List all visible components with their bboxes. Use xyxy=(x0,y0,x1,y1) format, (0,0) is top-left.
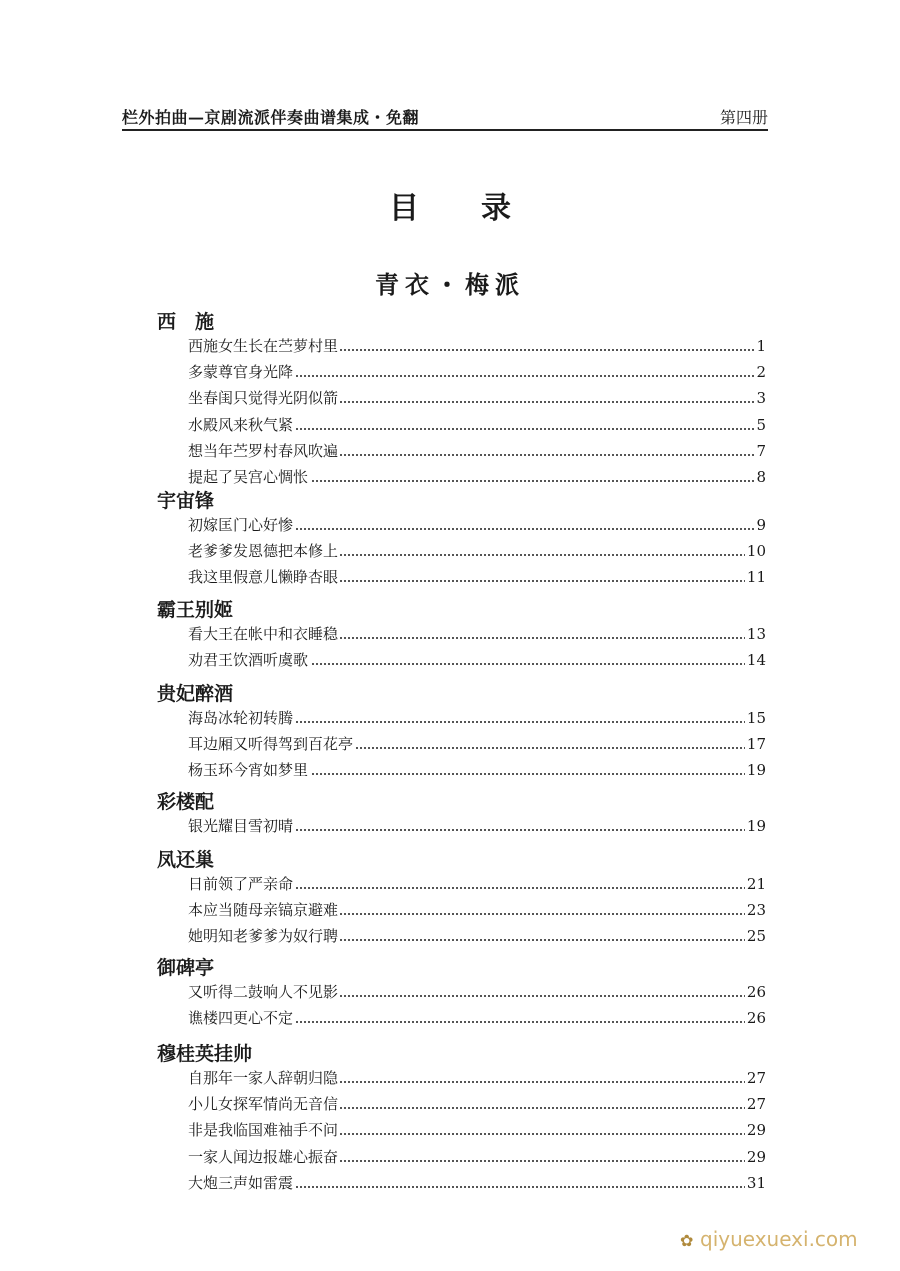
opera-title: 御碑亭 xyxy=(157,957,215,979)
toc-entry[interactable] xyxy=(188,1007,766,1029)
page-number: 29 xyxy=(746,1121,766,1140)
entry-label: 小儿女探军情尚无音信 xyxy=(188,1095,339,1114)
opera-title: 西 施 xyxy=(157,311,215,333)
page-number: 13 xyxy=(746,625,766,643)
page-number: 26 xyxy=(746,983,766,1001)
page-number: 26 xyxy=(746,1009,766,1028)
page-number: 23 xyxy=(746,901,766,920)
entry-label: 初嫁匡门心好惨 xyxy=(188,516,294,534)
page-number: 1 xyxy=(756,337,766,355)
entry-label: 我这里假意儿懒睁杏眼 xyxy=(188,568,339,587)
page-number: 31 xyxy=(746,1173,766,1192)
toc-entry[interactable] xyxy=(188,387,766,409)
opera-title: 穆桂英挂帅 xyxy=(157,1043,253,1065)
page-number: 9 xyxy=(756,516,766,534)
entry-label: 大炮三声如雷震 xyxy=(188,1173,294,1192)
header-rule xyxy=(122,129,768,131)
opera-title: 霸王别姬 xyxy=(157,599,234,621)
page-number: 17 xyxy=(746,735,766,754)
toc-entry[interactable] xyxy=(188,1146,766,1168)
toc-entry[interactable] xyxy=(188,707,766,729)
page-number: 14 xyxy=(746,651,766,670)
entry-label: 日前领了严亲命 xyxy=(188,875,294,893)
toc-entry[interactable] xyxy=(188,873,766,895)
wechat-icon: ✿ xyxy=(680,1231,694,1250)
watermark-text: qiyuexuexi.com xyxy=(700,1227,858,1251)
page-number: 5 xyxy=(756,415,766,434)
toc-entry[interactable] xyxy=(188,540,766,562)
toc-entry[interactable] xyxy=(188,981,766,1003)
toc-entry[interactable] xyxy=(188,440,766,462)
toc-entry[interactable] xyxy=(188,1093,766,1115)
opera-title: 凤还巢 xyxy=(157,849,215,871)
toc-entry[interactable] xyxy=(188,514,766,536)
section-title: 青衣・梅派 xyxy=(375,270,525,299)
page-number: 29 xyxy=(746,1147,766,1166)
volume-label: 第四册 xyxy=(719,108,768,127)
entry-label: 看大王在帐中和衣睡稳 xyxy=(188,625,339,643)
page-number: 8 xyxy=(756,468,766,486)
running-header xyxy=(122,103,768,129)
toc-entry[interactable] xyxy=(188,414,766,436)
entry-label: 劝君王饮酒听虞歌 xyxy=(188,651,309,670)
page-title: 目录 xyxy=(389,191,573,226)
toc-entry[interactable] xyxy=(188,566,766,588)
entry-label: 杨玉环今宵如梦里 xyxy=(188,761,309,780)
entry-label: 提起了吴宫心惆怅 xyxy=(188,468,309,486)
toc-entry[interactable] xyxy=(188,361,766,383)
toc-entry[interactable] xyxy=(188,1067,766,1089)
page-number: 21 xyxy=(746,875,766,893)
toc-entry[interactable] xyxy=(188,733,766,755)
entry-label: 想当年苎罗村春风吹遍 xyxy=(188,441,339,460)
page-number: 11 xyxy=(746,568,766,587)
toc-entry[interactable] xyxy=(188,1119,766,1141)
page-number: 19 xyxy=(746,817,766,835)
toc-entry[interactable] xyxy=(188,335,766,357)
entry-label: 她明知老爹爹为奴行聘 xyxy=(188,927,339,946)
page-number: 7 xyxy=(756,441,766,460)
entry-label: 谯楼四更心不定 xyxy=(188,1009,294,1028)
toc-entry[interactable] xyxy=(188,925,766,947)
page-number: 19 xyxy=(746,761,766,780)
page-number: 15 xyxy=(746,709,766,727)
toc-entry[interactable] xyxy=(188,815,766,837)
entry-label: 银光耀目雪初晴 xyxy=(188,817,294,835)
toc-entry[interactable] xyxy=(188,1172,766,1194)
toc-entry[interactable] xyxy=(188,649,766,671)
watermark xyxy=(680,1227,880,1257)
page-number: 27 xyxy=(746,1095,766,1114)
entry-label: 多蒙尊官身光降 xyxy=(188,363,294,382)
page-number: 3 xyxy=(756,389,766,408)
entry-label: 耳边厢又听得驾到百花亭 xyxy=(188,735,354,754)
entry-label: 又听得二鼓响人不见影 xyxy=(188,983,339,1001)
book-title: 栏外拍曲—京剧流派伴奏曲谱集成・免翻 xyxy=(122,108,420,127)
page-number: 2 xyxy=(756,363,766,382)
entry-label: 本应当随母亲镐京避难 xyxy=(188,901,339,920)
opera-title: 彩楼配 xyxy=(157,791,215,813)
entry-label: 非是我临国难袖手不问 xyxy=(188,1121,339,1140)
opera-title: 贵妃醉酒 xyxy=(157,683,234,705)
toc-entry[interactable] xyxy=(188,466,766,488)
page-number: 27 xyxy=(746,1069,766,1087)
toc-entry[interactable] xyxy=(188,899,766,921)
entry-label: 海岛冰轮初转腾 xyxy=(188,709,294,727)
page-number: 10 xyxy=(746,542,766,561)
entry-label: 西施女生长在苎萝村里 xyxy=(188,337,339,355)
entry-label: 坐春闺只觉得光阴似箭 xyxy=(188,389,339,408)
entry-label: 自那年一家人辞朝归隐 xyxy=(188,1069,339,1087)
toc-entry[interactable] xyxy=(188,623,766,645)
opera-title: 宇宙锋 xyxy=(157,490,215,512)
entry-label: 老爹爹发恩德把本修上 xyxy=(188,542,339,561)
entry-label: 水殿风来秋气紧 xyxy=(188,415,294,434)
entry-label: 一家人闻边报雄心振奋 xyxy=(188,1147,339,1166)
page-number: 25 xyxy=(746,927,766,946)
toc-entry[interactable] xyxy=(188,759,766,781)
